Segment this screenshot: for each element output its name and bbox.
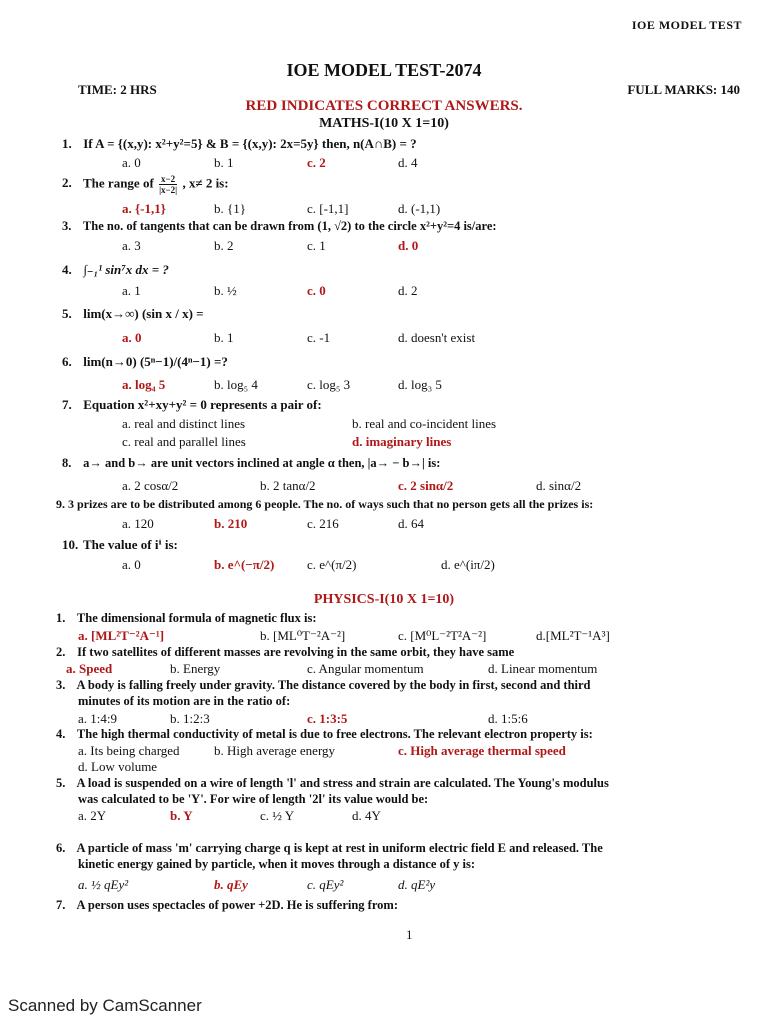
section-heading-maths: MATHS-I(10 X 1=10) bbox=[319, 116, 449, 131]
question-number: 5. bbox=[62, 306, 72, 321]
question-text: a→ and b→ are unit vectors inclined at angle α then, |a→ − b→| is: bbox=[83, 456, 441, 470]
option: b. Energy bbox=[170, 661, 221, 676]
full-marks-label: FULL MARKS: 140 bbox=[627, 82, 740, 97]
fraction-denominator: |x−2| bbox=[159, 185, 178, 195]
fraction-numerator: x−2 bbox=[161, 174, 176, 184]
question-text: The dimensional formula of magnetic flux is: bbox=[76, 611, 317, 625]
question-text: 3 prizes are to be distributed among 6 people. The no. of ways such that no person gets all the prizes is: bbox=[68, 497, 594, 511]
time-label: TIME: 2 HRS bbox=[78, 82, 157, 97]
option: d. log₃ 5 bbox=[398, 377, 442, 392]
option-correct: c. 2 bbox=[307, 155, 326, 170]
answer-key-note: RED INDICATES CORRECT ANSWERS. bbox=[245, 98, 523, 114]
option: d. 1:5:6 bbox=[488, 711, 528, 726]
option: c. real and parallel lines bbox=[122, 434, 246, 449]
option: b. [ML⁰T⁻²A⁻²] bbox=[260, 628, 346, 643]
option-correct: c. 1:3:5 bbox=[307, 711, 348, 726]
question-text-continued: was calculated to be 'Y'. For wire of length '2l' its value would be: bbox=[78, 792, 429, 806]
question-text: lim(x→∞) (sin x / x) = bbox=[83, 306, 204, 321]
section-heading-physics: PHYSICS-I(10 X 1=10) bbox=[313, 592, 455, 607]
physics-question-1 bbox=[56, 611, 317, 626]
question-text: lim(n→0) (5ⁿ−1)/(4ⁿ−1) =? bbox=[83, 354, 228, 369]
option: c. [M⁰L⁻²T²A⁻²] bbox=[398, 628, 487, 643]
physics-question-3 bbox=[56, 678, 591, 693]
question-text: A particle of mass 'm' carrying charge q is kept at rest in uniform electric field E and released. The bbox=[76, 841, 603, 855]
option: a. 0 bbox=[122, 557, 141, 572]
scanner-watermark: Scanned by CamScanner bbox=[8, 996, 202, 1015]
option: d. doesn't exist bbox=[398, 330, 476, 345]
maths-question-2 bbox=[62, 174, 229, 195]
option: d. Linear momentum bbox=[488, 661, 598, 676]
option: a. 1 bbox=[122, 283, 141, 298]
question-text: The value of iⁱ is: bbox=[83, 537, 178, 552]
option: d.[ML²T⁻¹A³] bbox=[536, 628, 610, 643]
maths-question-1 bbox=[62, 136, 417, 152]
option: b. real and co-incident lines bbox=[352, 416, 497, 431]
maths-question-3 bbox=[62, 219, 497, 234]
question-number: 10. bbox=[62, 537, 79, 552]
maths-question-7 bbox=[62, 397, 322, 413]
option: a. ½ qEy² bbox=[78, 877, 129, 892]
option: a. 0 bbox=[122, 155, 141, 170]
option: d. qE²y bbox=[398, 877, 436, 892]
maths-question-5 bbox=[62, 306, 204, 322]
option: a. real and distinct lines bbox=[122, 416, 246, 431]
question-text-continued: minutes of its motion are in the ratio of: bbox=[78, 694, 291, 708]
option-correct: b. qEy bbox=[214, 877, 248, 892]
option: a. Its being charged bbox=[78, 743, 180, 758]
physics-question-2 bbox=[56, 645, 514, 660]
page-number: 1 bbox=[406, 927, 413, 942]
option: b. ½ bbox=[214, 283, 237, 298]
option: d. (-1,1) bbox=[398, 201, 441, 216]
option: d. e^(iπ/2) bbox=[441, 557, 495, 572]
option: b. 1 bbox=[214, 330, 234, 345]
maths-question-9 bbox=[56, 497, 593, 512]
question-number: 3. bbox=[62, 219, 72, 233]
option-correct: a. {-1,1} bbox=[122, 201, 166, 216]
option: d. sinα/2 bbox=[536, 478, 582, 493]
option: c. ½ Y bbox=[260, 808, 295, 823]
option-correct: a. [ML²T⁻²A⁻¹] bbox=[78, 628, 165, 643]
question-number: 3. bbox=[56, 678, 66, 692]
option: c. 216 bbox=[307, 516, 339, 531]
question-number: 5. bbox=[56, 776, 66, 790]
physics-question-7 bbox=[56, 898, 398, 913]
option-correct: b. 210 bbox=[214, 516, 248, 531]
option-correct: b. Y bbox=[170, 808, 193, 823]
question-text: A person uses spectacles of power +2D. He is suffering from: bbox=[76, 898, 398, 912]
option: c. e^(π/2) bbox=[307, 557, 357, 572]
question-number: 4. bbox=[56, 727, 66, 741]
option-correct: d. 0 bbox=[398, 238, 419, 253]
option-correct: a. 0 bbox=[122, 330, 142, 345]
option: c. log₅ 3 bbox=[307, 377, 351, 392]
question-number: 6. bbox=[56, 841, 66, 855]
question-text: Equation x²+xy+y² = 0 represents a pair of: bbox=[83, 397, 322, 412]
option: a. 2 cosα/2 bbox=[122, 478, 179, 493]
option: b. 1 bbox=[214, 155, 234, 170]
option: d. 2 bbox=[398, 283, 418, 298]
question-number: 2. bbox=[62, 175, 72, 191]
option-correct: a. Speed bbox=[66, 661, 113, 676]
option: d. 4 bbox=[398, 155, 418, 170]
option: a. 2Y bbox=[78, 808, 107, 823]
question-text: ∫₋₁¹ sin⁷x dx = ? bbox=[83, 262, 169, 277]
question-number: 7. bbox=[62, 397, 72, 412]
option: c. qEy² bbox=[307, 877, 344, 892]
option: c. -1 bbox=[307, 330, 331, 345]
option: a. 1:4:9 bbox=[78, 711, 117, 726]
option-correct: d. imaginary lines bbox=[352, 434, 452, 449]
question-number: 2. bbox=[56, 645, 66, 659]
question-text: If two satellites of different masses are revolving in the same orbit, they have same bbox=[77, 645, 515, 659]
question-text: The high thermal conductivity of metal is due to free electrons. The relevant electron property is: bbox=[76, 727, 593, 741]
question-text: If A = {(x,y): x²+y²=5} & B = {(x,y): 2x=5y} then, n(A∩B) = ? bbox=[83, 136, 417, 151]
question-text: A load is suspended on a wire of length 'l' and stress and strain are calculated. The Young's modulus bbox=[76, 776, 609, 790]
option-correct: c. 0 bbox=[307, 283, 326, 298]
maths-question-4 bbox=[62, 262, 169, 278]
maths-question-8 bbox=[62, 456, 440, 471]
physics-question-5 bbox=[56, 776, 609, 791]
option: c. 1 bbox=[307, 238, 326, 253]
question-text: The range of bbox=[83, 175, 154, 191]
option-correct: c. 2 sinα/2 bbox=[398, 478, 454, 493]
option-correct: b. e^(−π/2) bbox=[214, 557, 275, 572]
question-text: A body is falling freely under gravity. The distance covered by the body in first, second and third bbox=[76, 678, 591, 692]
option: b. {1} bbox=[214, 201, 246, 216]
option: b. 2 bbox=[214, 238, 234, 253]
option: d. 4Y bbox=[352, 808, 381, 823]
question-text-continued: kinetic energy gained by particle, when it moves through a distance of y is: bbox=[78, 857, 475, 871]
option: c. Angular momentum bbox=[307, 661, 424, 676]
running-header: IOE MODEL TEST bbox=[631, 18, 742, 32]
fraction bbox=[159, 174, 177, 195]
question-text: The no. of tangents that can be drawn from (1, √2) to the circle x²+y²=4 is/are: bbox=[82, 219, 497, 233]
option: a. 3 bbox=[122, 238, 141, 253]
question-number: 6. bbox=[62, 354, 72, 369]
option: b. 1:2:3 bbox=[170, 711, 210, 726]
option: b. High average energy bbox=[214, 743, 336, 758]
question-number: 9. bbox=[56, 497, 65, 511]
physics-question-4 bbox=[56, 727, 593, 742]
option: a. 120 bbox=[122, 516, 154, 531]
option: d. 64 bbox=[398, 516, 424, 531]
physics-question-6 bbox=[56, 841, 603, 856]
question-number: 1. bbox=[62, 136, 72, 151]
page-title: IOE MODEL TEST-2074 bbox=[286, 60, 482, 80]
option: b. 2 tanα/2 bbox=[260, 478, 316, 493]
question-text: , x≠ 2 is: bbox=[182, 175, 229, 191]
question-number: 8. bbox=[62, 456, 72, 470]
question-number: 7. bbox=[56, 898, 66, 912]
option: b. log₅ 4 bbox=[214, 377, 258, 392]
option-correct: a. log₄ 5 bbox=[122, 377, 166, 392]
question-number: 1. bbox=[56, 611, 66, 625]
question-number: 4. bbox=[62, 262, 72, 277]
maths-question-10 bbox=[62, 537, 178, 553]
option: c. [-1,1] bbox=[307, 201, 349, 216]
maths-question-6 bbox=[62, 354, 228, 370]
option: d. Low volume bbox=[78, 759, 158, 774]
option-correct: c. High average thermal speed bbox=[398, 743, 566, 758]
